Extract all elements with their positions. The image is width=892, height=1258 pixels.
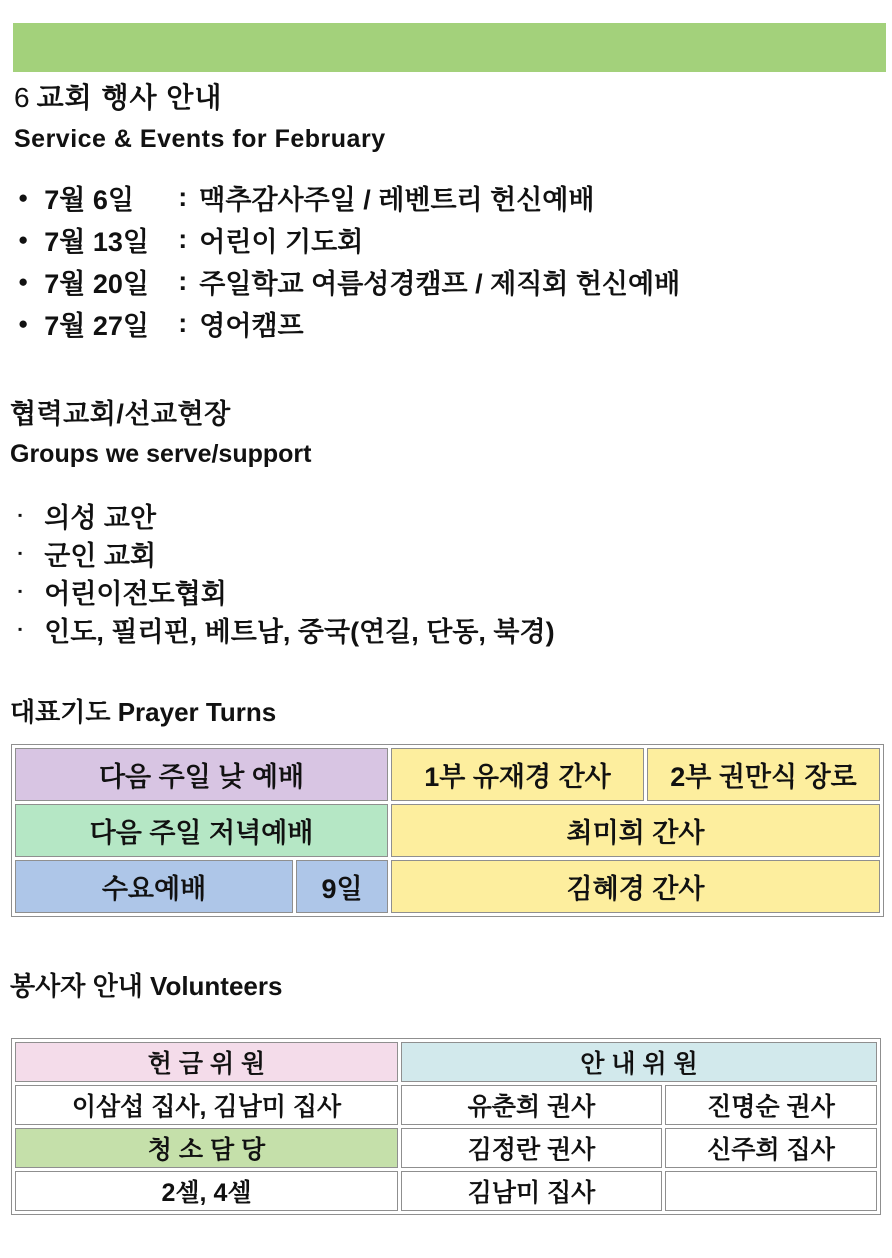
event-desc: 주일학교 여름성경캠프 / 제직회 헌신예배 <box>199 268 681 299</box>
volunteers-table <box>11 1038 881 1215</box>
vol-offering-names: 이삼섭 집사, 김남미 집사 <box>15 1085 398 1125</box>
prayer-cell-wednesday-name: 김혜경 간사 <box>391 860 880 913</box>
event-desc: 영어캠프 <box>199 310 304 341</box>
groups-section-title: 협력교회/선교현장 <box>10 399 231 429</box>
vol-empty-cell <box>665 1171 877 1211</box>
prayer-cell-wednesday: 수요예배 <box>15 860 293 913</box>
groups-list <box>18 496 878 648</box>
prayer-cell-first-service: 1부 유재경 간사 <box>391 748 644 801</box>
prayer-cell-evening-name: 최미희 간사 <box>391 804 880 857</box>
vol-header-offering: 헌 금 위 원 <box>15 1042 398 1082</box>
event-separator: : <box>178 181 188 212</box>
vol-header-cleaning: 청 소 담 당 <box>15 1128 398 1168</box>
events-list <box>18 176 878 344</box>
bullet-dot-icon: ● <box>18 187 29 207</box>
list-item <box>18 260 878 302</box>
table-row <box>15 748 880 801</box>
list-item <box>18 534 878 572</box>
table-row <box>15 1171 877 1211</box>
group-name: 군인 교회 <box>44 540 157 571</box>
vol-usher-name-3: 김정란 권사 <box>401 1128 662 1168</box>
bullet-dot-icon: ● <box>18 229 29 249</box>
group-name: 인도, 필리핀, 베트남, 중국(연길, 단동, 북경) <box>44 616 555 647</box>
page-subtitle: Service & Events for February <box>14 125 386 153</box>
table-row <box>15 1085 877 1125</box>
event-date: 7월 27일 <box>44 310 149 341</box>
event-separator: : <box>178 265 188 296</box>
vol-usher-name-1: 유춘희 권사 <box>401 1085 662 1125</box>
table-row <box>15 1042 877 1082</box>
table-row <box>15 1128 877 1168</box>
event-date: 7월 6일 <box>44 184 134 215</box>
list-item <box>18 176 878 218</box>
event-date: 7월 20일 <box>44 268 149 299</box>
event-separator: : <box>178 307 188 338</box>
event-desc: 맥추감사주일 / 레벤트리 헌신예배 <box>199 184 595 215</box>
groups-section-subtitle: Groups we serve/support <box>10 440 312 468</box>
prayer-cell-sunday-day: 다음 주일 낮 예배 <box>15 748 388 801</box>
list-item <box>18 496 878 534</box>
event-desc: 어린이 기도회 <box>199 226 364 257</box>
list-item <box>18 610 878 648</box>
list-item <box>18 218 878 260</box>
prayer-cell-second-service: 2부 권만식 장로 <box>647 748 880 801</box>
list-item <box>18 572 878 610</box>
vol-usher-name-2: 진명순 권사 <box>665 1085 877 1125</box>
group-name: 어린이전도협회 <box>44 578 227 609</box>
prayer-turns-table <box>11 744 884 917</box>
bullet-square-icon: ▪ <box>18 622 23 636</box>
volunteers-section-title: 봉사자 안내 Volunteers <box>10 971 283 1001</box>
vol-usher-name-4: 신주희 집사 <box>665 1128 877 1168</box>
bullet-square-icon: ▪ <box>18 508 23 522</box>
bullet-square-icon: ▪ <box>18 584 23 598</box>
prayer-cell-wednesday-date: 9일 <box>296 860 388 913</box>
prayer-section-title: 대표기도 Prayer Turns <box>10 697 277 727</box>
vol-usher-name-5: 김남미 집사 <box>401 1171 662 1211</box>
page-title <box>14 76 386 116</box>
vol-header-ushering: 안 내 위 원 <box>401 1042 877 1082</box>
bullet-dot-icon: ● <box>18 271 29 291</box>
event-separator: : <box>178 223 188 254</box>
table-row <box>15 804 880 857</box>
event-date: 7월 13일 <box>44 226 149 257</box>
list-item <box>18 302 878 344</box>
page-title-korean: 교회 행사 안내 <box>36 82 223 113</box>
prayer-cell-sunday-evening: 다음 주일 저녁예배 <box>15 804 388 857</box>
bullet-dot-icon: ● <box>18 313 29 333</box>
group-name: 의성 교안 <box>44 502 157 533</box>
table-row <box>15 860 880 913</box>
header-color-bar <box>13 23 886 72</box>
vol-cleaning-cells: 2셀, 4셀 <box>15 1171 398 1211</box>
bullet-square-icon: ▪ <box>18 546 23 560</box>
page-number: 6 <box>14 82 31 113</box>
title-block <box>14 76 386 154</box>
